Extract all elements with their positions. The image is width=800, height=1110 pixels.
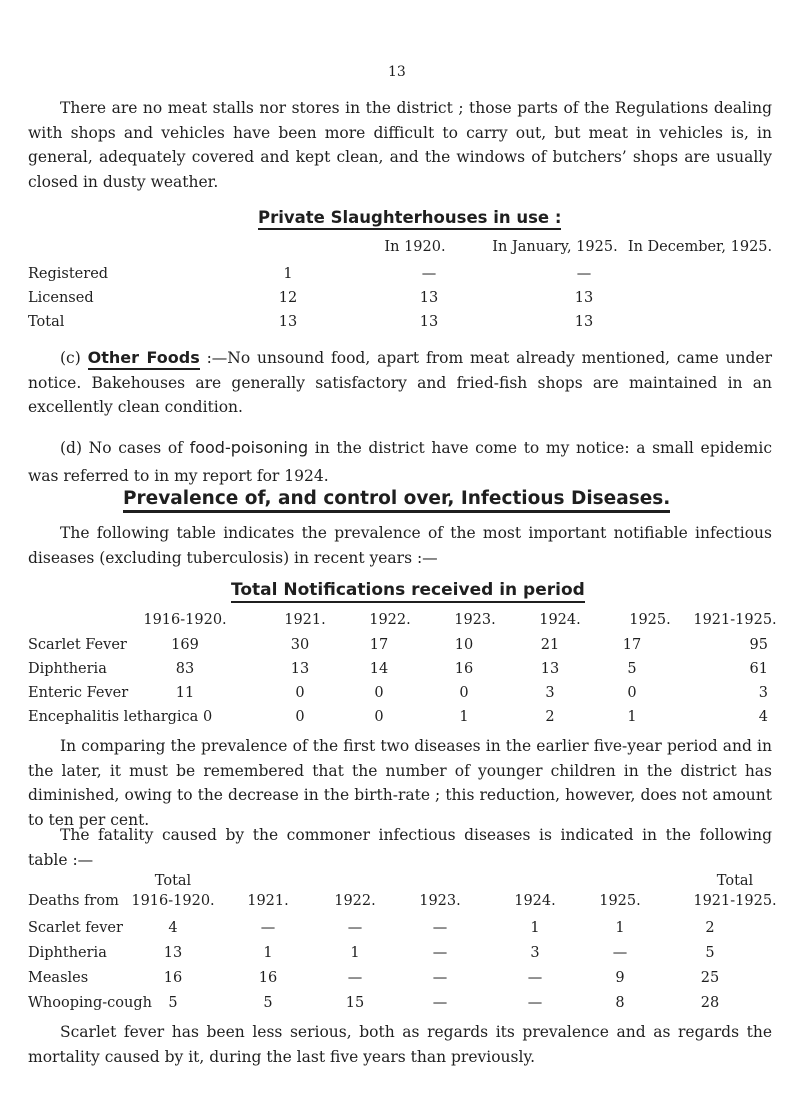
col-header: 1925. bbox=[629, 612, 671, 628]
table-cell: 9 bbox=[615, 970, 625, 986]
table-cell: 169 bbox=[171, 637, 199, 653]
table-cell: 13 bbox=[574, 314, 594, 330]
table-cell: — bbox=[527, 995, 543, 1011]
table-cell: 16 bbox=[163, 970, 183, 986]
col-header: 1921-1925. bbox=[693, 612, 777, 628]
table-cell: 61 bbox=[749, 661, 768, 677]
col-header: 1923. bbox=[419, 893, 461, 909]
col-header: 1921. bbox=[247, 893, 289, 909]
table-cell: 11 bbox=[175, 685, 195, 701]
table-cell: — bbox=[432, 995, 448, 1011]
table-cell: 0 bbox=[203, 709, 213, 725]
col-header: 1925. bbox=[599, 893, 641, 909]
table-cell: — bbox=[432, 920, 448, 936]
row-label: Enteric Fever bbox=[28, 685, 129, 701]
row-label: Scarlet fever bbox=[28, 920, 123, 936]
col-header: 1921. bbox=[284, 612, 326, 628]
table-cell: 0 bbox=[295, 709, 305, 725]
table-cell: 1 bbox=[530, 920, 540, 936]
table-cell: 17 bbox=[622, 637, 642, 653]
table-cell: — bbox=[432, 945, 448, 961]
row-label: Scarlet Fever bbox=[28, 637, 127, 653]
comparing-paragraph: In comparing the prevalence of the first two diseases in the earlier five-year period and in the later, it must be remembered that the number of younger children in the district has diminished, owing to the decrease in the birth-rate ; this reduction, however, does not amount to ten per cent. bbox=[28, 737, 772, 829]
table-cell: 3 bbox=[530, 945, 540, 961]
row-label: Licensed bbox=[28, 290, 94, 306]
row-label: Encephalitis lethargica bbox=[28, 709, 199, 725]
col-header-dec-1925: In December, 1925. bbox=[627, 239, 773, 255]
col-header-jan-1925: In January, 1925. bbox=[492, 239, 618, 255]
table-cell: 30 bbox=[290, 637, 310, 653]
table-cell: 0 bbox=[459, 685, 469, 701]
table-cell: — bbox=[347, 920, 363, 936]
row-label: Diphtheria bbox=[28, 945, 107, 961]
col-header-total: Total bbox=[154, 873, 192, 889]
table-cell: 1 bbox=[615, 920, 625, 936]
row-label: Whooping-cough bbox=[28, 995, 152, 1011]
table-cell: 0 bbox=[374, 685, 384, 701]
col-header-1920: In 1920. bbox=[384, 239, 446, 255]
table-cell: 3 bbox=[758, 685, 768, 701]
food-poisoning-heading: food-poisoning bbox=[189, 438, 309, 457]
scarlet-fever-paragraph: Scarlet fever has been less serious, both as regards its prevalence and as regards the mortality caused by it, during the last five years than previously. bbox=[28, 1023, 772, 1066]
table-cell: 4 bbox=[168, 920, 178, 936]
col-header: 1916-1920. bbox=[131, 893, 215, 909]
table-cell: 8 bbox=[615, 995, 625, 1011]
table-cell: 1 bbox=[283, 266, 293, 282]
table-cell: 13 bbox=[163, 945, 183, 961]
deaths-from-header: Deaths from bbox=[28, 893, 119, 909]
table-cell: 0 bbox=[627, 685, 637, 701]
table-cell: 12 bbox=[278, 290, 298, 306]
table-cell: 3 bbox=[545, 685, 555, 701]
table-cell: — bbox=[421, 266, 437, 282]
page-number: 13 bbox=[388, 64, 406, 80]
row-label: Total bbox=[28, 314, 65, 330]
table-cell: — bbox=[260, 920, 276, 936]
table-cell: 28 bbox=[700, 995, 720, 1011]
table-cell: 0 bbox=[374, 709, 384, 725]
table-cell: 10 bbox=[454, 637, 474, 653]
table-cell: — bbox=[576, 266, 592, 282]
col-header: 1921-1925. bbox=[693, 893, 777, 909]
row-label: Measles bbox=[28, 970, 89, 986]
table-cell: 5 bbox=[705, 945, 715, 961]
table-cell: 17 bbox=[369, 637, 389, 653]
table-cell: 13 bbox=[574, 290, 594, 306]
table-cell: 2 bbox=[705, 920, 715, 936]
slaughterhouses-title: Private Slaughterhouses in use : bbox=[258, 208, 561, 227]
table-cell: 13 bbox=[278, 314, 298, 330]
prevalence-intro: The following table indicates the prevalence of the most important notifiable infectious diseases (excluding tuberculosis) in recent years :— bbox=[28, 524, 772, 567]
table-cell: 1 bbox=[263, 945, 273, 961]
table-cell: 13 bbox=[540, 661, 560, 677]
table-cell: 1 bbox=[350, 945, 360, 961]
table-cell: 1 bbox=[459, 709, 469, 725]
table-cell: 95 bbox=[749, 637, 768, 653]
row-label: Diphtheria bbox=[28, 661, 107, 677]
table-cell: — bbox=[527, 970, 543, 986]
table-cell: 13 bbox=[290, 661, 310, 677]
table-cell: 21 bbox=[540, 637, 560, 653]
table-cell: — bbox=[432, 970, 448, 986]
table-cell: 1 bbox=[627, 709, 637, 725]
row-label: Registered bbox=[28, 266, 109, 282]
table-cell: 4 bbox=[758, 709, 768, 725]
col-header-total: Total bbox=[716, 873, 754, 889]
prevalence-heading: Prevalence of, and control over, Infectious Diseases. bbox=[123, 488, 670, 509]
food-poisoning-paragraph: (d) No cases of food-poisoning in the district have come to my notice: a small epidemic was referred to in my report for 1924. bbox=[28, 438, 773, 485]
col-header: 1916-1920. bbox=[143, 612, 227, 628]
other-foods-paragraph: (c) Other Foods :—No unsound food, apart from meat already mentioned, came under notice. Bakehouses are generally satisfactory and fried-fish shops are maintained in an excellently clean condition. bbox=[28, 348, 772, 416]
other-foods-heading: Other Foods bbox=[88, 348, 200, 370]
table-cell: 2 bbox=[545, 709, 555, 725]
table-cell: 5 bbox=[627, 661, 637, 677]
table-cell: 83 bbox=[175, 661, 195, 677]
col-header: 1924. bbox=[514, 893, 556, 909]
table-cell: 25 bbox=[700, 970, 720, 986]
table-cell: 14 bbox=[369, 661, 389, 677]
table-cell: — bbox=[347, 970, 363, 986]
table-cell: 13 bbox=[419, 314, 439, 330]
table-cell: 13 bbox=[419, 290, 439, 306]
table-cell: 16 bbox=[454, 661, 474, 677]
col-header: 1922. bbox=[334, 893, 376, 909]
col-header: 1922. bbox=[369, 612, 411, 628]
table-cell: 5 bbox=[263, 995, 273, 1011]
col-header: 1924. bbox=[539, 612, 581, 628]
table-cell: 5 bbox=[168, 995, 178, 1011]
table-cell: 15 bbox=[345, 995, 365, 1011]
table-cell: 16 bbox=[258, 970, 278, 986]
table-cell: 0 bbox=[295, 685, 305, 701]
notifications-title: Total Notifications received in period bbox=[231, 580, 585, 600]
fatality-paragraph: The fatality caused by the commoner infectious diseases is indicated in the following table :— bbox=[28, 826, 772, 869]
col-header: 1923. bbox=[454, 612, 496, 628]
table-cell: — bbox=[612, 945, 628, 961]
meat-paragraph: There are no meat stalls nor stores in the district ; those parts of the Regulations dealing with shops and vehicles have been more difficult to carry out, but meat in vehicles is, in general, adequately covered and kept clean, and the windows of butchers’ shops are usually closed in dusty weather. bbox=[28, 99, 772, 191]
